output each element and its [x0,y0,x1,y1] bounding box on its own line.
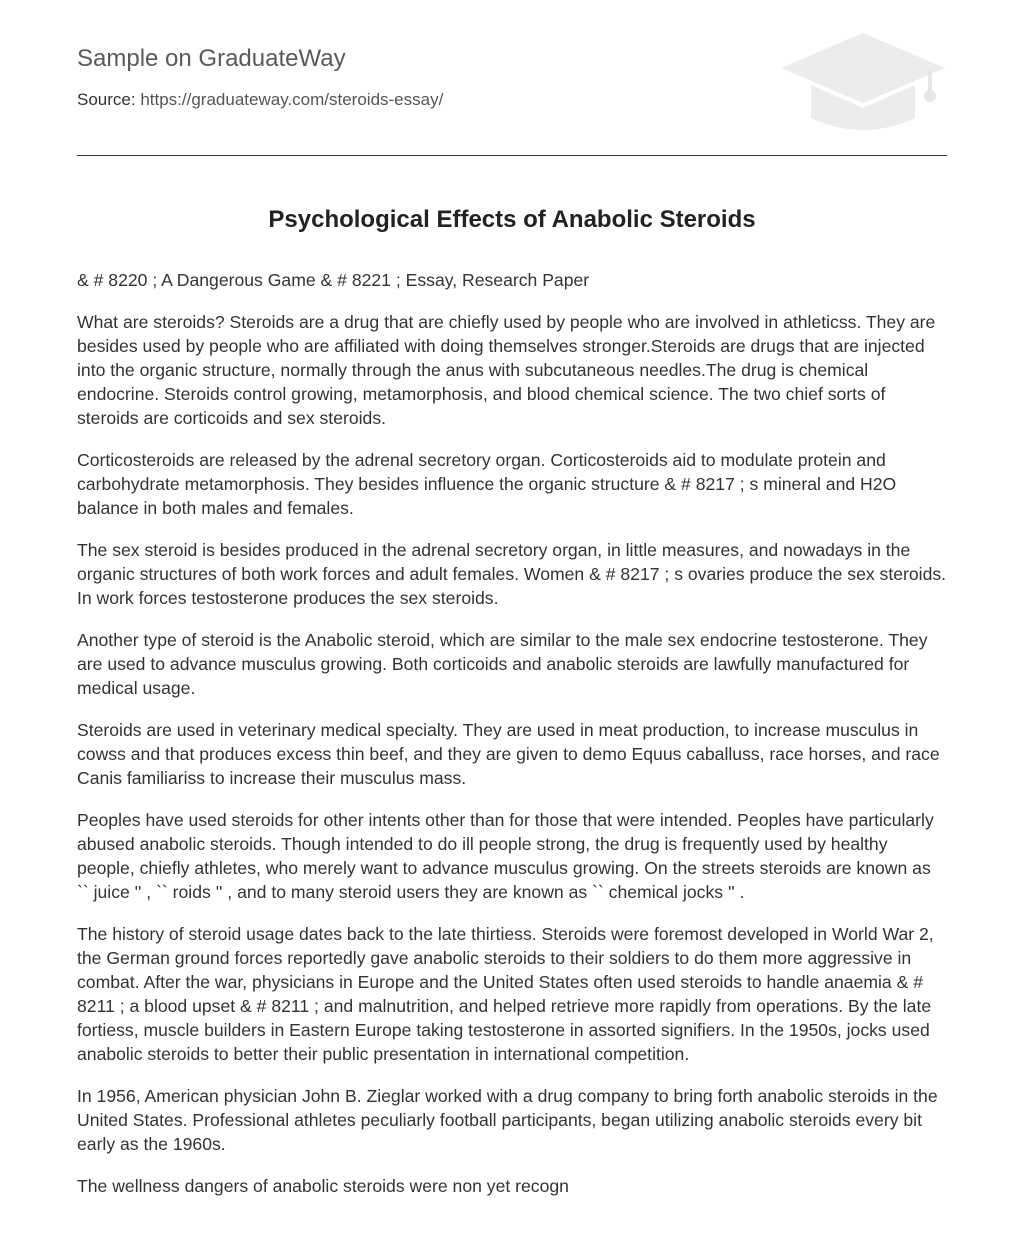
source-link[interactable]: https://graduateway.com/steroids-essay/ [140,90,444,109]
page-title: Psychological Effects of Anabolic Steroids [268,206,756,233]
source-line [77,89,443,111]
paragraph: The wellness dangers of anabolic steroids were non yet recogn [77,1176,569,1196]
paragraph: Another type of steroid is the Anabolic steroid, which are similar to the male sex endocrine testosterone. They are used to advance musculus growing. Both corticoids and anabolic steroids are lawfully manufactured for medical usage. [77,630,928,698]
paragraph: Peoples have used steroids for other intents other than for those that were intended. Peoples have particularly abused anabolic steroids. Though intended to do ill people strong, the drug is frequently used by healthy people, chiefly athletes, who merely want to advance musculus growing. On the streets steroids are known as `` juice '' , `` roids '' , and to many steroid users they are known as `` chemical jocks '' . [77,810,934,902]
site-brand: Sample on GraduateWay [77,45,346,72]
paragraph: & # 8220 ; A Dangerous Game & # 8221 ; Essay, Research Paper [77,270,590,290]
paragraph: Corticosteroids are released by the adrenal secretory organ. Corticosteroids aid to modulate protein and carbohydrate metamorphosis. They besides influence the organic structure & # 8217 ; s mineral and H2O balance in both males and females. [77,450,897,518]
paragraph: The history of steroid usage dates back to the late thirtiess. Steroids were foremost developed in World War 2, the German ground forces reportedly gave anabolic steroids to their soldiers to do them more aggressive in combat. After the war, physicians in Europe and the United States often used steroids to handle anaemia & # 8211 ; a blood upset & # 8211 ; and malnutrition, and helped retrieve more rapidly from operations. By the late fortiess, muscle builders in Eastern Europe taking testosterone in assorted signifiers. In the 1950s, jocks used anabolic steroids to better their public presentation in international competition. [77,924,934,1064]
graduation-cap-icon [779,30,947,134]
page-header [77,0,947,156]
paragraph: In 1956, American physician John B. Zieglar worked with a drug company to bring forth anabolic steroids in the United States. Professional athletes peculiarly football participants, began utilizing anabolic steroids every bit early as the 1960s. [77,1086,938,1154]
header-divider [77,155,947,156]
essay-body [77,268,947,1216]
paragraph: What are steroids? Steroids are a drug that are chiefly used by people who are involved in athleticss. They are besides used by people who are affiliated with doing themselves stronger.Steroids are drugs that are injected into the organic structure, normally through the anus with subcutaneous needles.The drug is chemical endocrine. Steroids control growing, metamorphosis, and blood chemical science. The two chief sorts of steroids are corticoids and sex steroids. [77,312,936,428]
paragraph: The sex steroid is besides produced in the adrenal secretory organ, in little measures, and nowadays in the organic structures of both work forces and adult females. Women & # 8217 ; s ovaries produce the sex steroids. In work forces testosterone produces the sex steroids. [77,540,947,608]
source-label: Source: [77,90,136,109]
paragraph: Steroids are used in veterinary medical specialty. They are used in meat production, to increase musculus in cowss and that produces excess thin beef, and they are given to demo Equus caballuss, race horses, and race Canis familiariss to increase their musculus mass. [77,720,940,788]
